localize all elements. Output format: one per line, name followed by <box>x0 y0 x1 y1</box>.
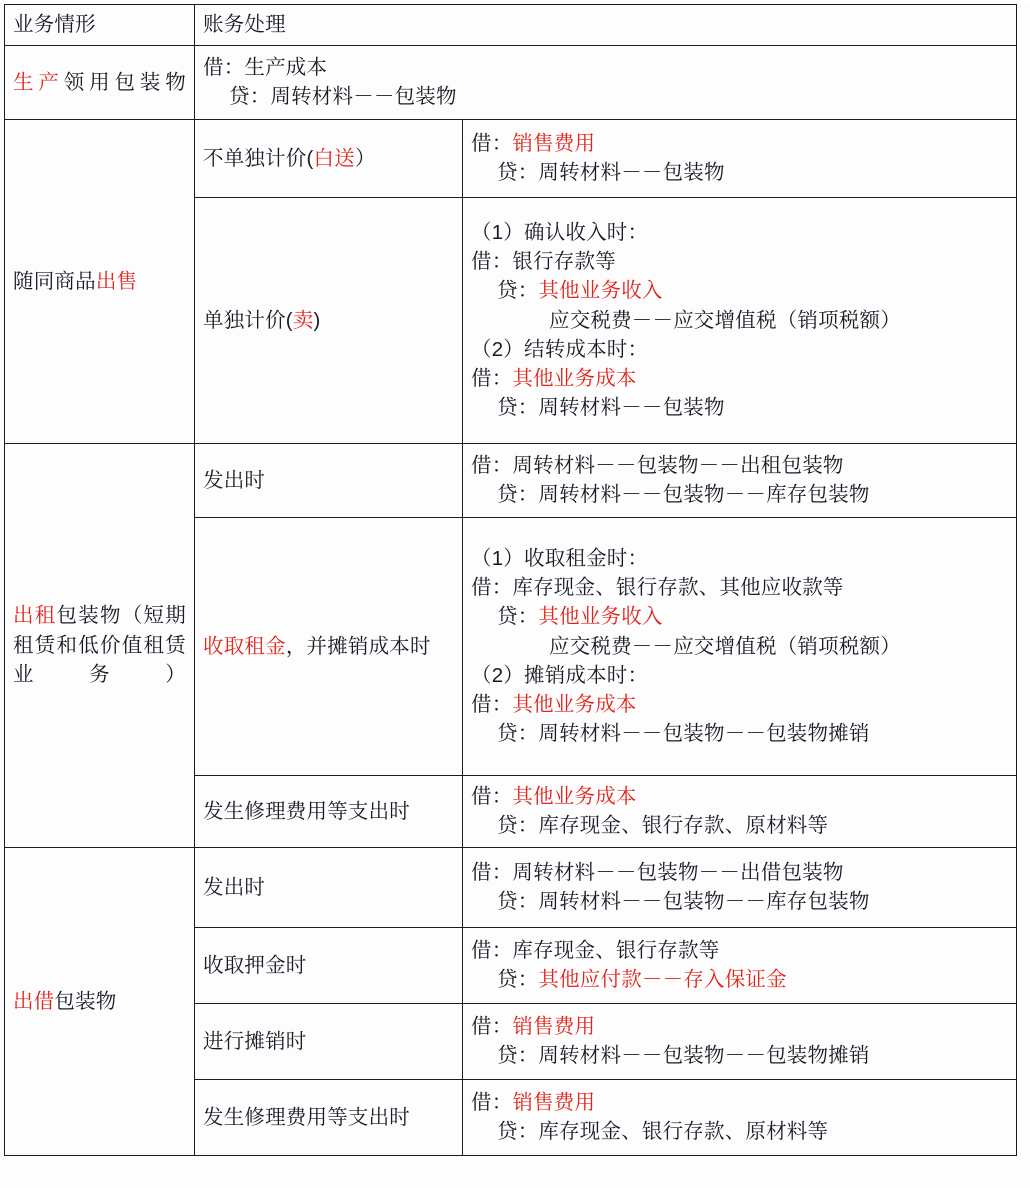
entry-lease-rent <box>463 518 1017 776</box>
entry-account: 其他业务成本 <box>512 785 637 808</box>
entry-line: 借：生产成本 <box>203 56 328 79</box>
entry-line: 贷：周转材料－－包装物 <box>229 85 457 109</box>
entry-lease-repair <box>463 776 1017 848</box>
condition-lease-issue: 发出时 <box>195 444 463 518</box>
entry-line: 贷：库存现金、银行存款、原材料等 <box>497 814 829 838</box>
entry-account: 其他业务成本 <box>512 366 637 390</box>
scenario-sale-keyword: 出售 <box>95 269 138 293</box>
condition-keyword: 白送 <box>313 146 355 170</box>
condition-tail: ) <box>313 308 321 332</box>
entry-prefix: 借： <box>471 132 513 155</box>
table-row-production <box>5 46 1017 120</box>
entry-lend-repair <box>463 1080 1017 1156</box>
entry-prefix: 借： <box>471 1015 513 1038</box>
scenario-lend-keyword: 出借 <box>13 989 55 1013</box>
entry-line <box>471 364 1008 393</box>
scenario-production-rest: 领用包装物 <box>63 70 186 94</box>
entry-line <box>471 690 1008 719</box>
table-row-sale-free <box>5 120 1017 198</box>
entry-line: 借：周转材料－－包装物－－出借包装物 <box>471 861 844 884</box>
entry-account: 销售费用 <box>512 1015 596 1038</box>
condition-lend-deposit: 收取押金时 <box>195 928 463 1004</box>
scenario-production <box>5 46 195 120</box>
accounting-treatment-table <box>4 4 1017 1156</box>
condition-keyword: 卖 <box>292 308 314 332</box>
entry-lend-issue <box>463 848 1017 928</box>
entry-account: 其他应付款－－存入保证金 <box>538 968 787 992</box>
entry-line <box>471 965 1008 994</box>
condition-lend-amortize: 进行摊销时 <box>195 1004 463 1080</box>
condition-keyword: 收取租金 <box>203 634 286 658</box>
header-cell-scenario: 业务情形 <box>5 5 195 46</box>
condition-text: 单独计价( <box>203 308 293 332</box>
scenario-sale-prefix: 随同商品 <box>13 269 96 293</box>
entry-line: 贷：周转材料－－包装物 <box>497 161 725 185</box>
entry-line <box>471 1088 1008 1117</box>
entry-prefix: 借： <box>471 692 513 716</box>
entry-sale-free <box>463 120 1017 198</box>
condition-tail: ） <box>354 146 376 170</box>
condition-lease-repair: 发生修理费用等支出时 <box>195 776 463 848</box>
condition-lease-rent <box>195 518 463 776</box>
entry-line: 贷：周转材料－－包装物－－库存包装物 <box>497 890 870 914</box>
entry-line: 应交税费－－应交增值税（销项税额） <box>549 308 901 332</box>
entry-account: 销售费用 <box>512 1091 596 1114</box>
entry-line <box>471 276 1008 305</box>
entry-lease-issue <box>463 444 1017 518</box>
entry-sale-priced <box>463 198 1017 444</box>
entry-line: 贷：库存现金、银行存款、原材料等 <box>497 1120 829 1144</box>
entry-production <box>195 46 1017 120</box>
entry-lend-deposit <box>463 928 1017 1004</box>
table-header-row <box>5 5 1017 46</box>
entry-line: （2）结转成本时： <box>471 337 649 361</box>
entry-prefix: 借： <box>471 785 513 808</box>
table-row-lend-issue <box>5 848 1017 928</box>
entry-account: 销售费用 <box>512 132 596 155</box>
entry-line <box>471 1012 1008 1041</box>
entry-line: 贷：周转材料－－包装物 <box>497 395 725 419</box>
condition-sale-priced <box>195 198 463 444</box>
entry-line: 贷：周转材料－－包装物－－包装物摊销 <box>497 1044 870 1068</box>
condition-text: ，并摊销成本时 <box>285 634 431 658</box>
entry-prefix: 借： <box>471 366 513 390</box>
scenario-lease-keyword: 出租 <box>13 604 57 628</box>
condition-lend-issue: 发出时 <box>195 848 463 928</box>
entry-line: 借：银行存款等 <box>471 250 616 274</box>
entry-prefix: 贷： <box>497 968 539 992</box>
condition-text: 不单独计价( <box>203 146 314 170</box>
entry-line: 借：库存现金、银行存款等 <box>471 939 720 962</box>
entry-lend-amortize <box>463 1004 1017 1080</box>
entry-line: （2）摊销成本时： <box>471 663 649 687</box>
entry-prefix: 贷： <box>497 279 539 303</box>
scenario-production-keyword: 生产 <box>13 70 64 94</box>
entry-line: 借：库存现金、银行存款、其他应收款等 <box>471 576 844 600</box>
condition-lend-repair: 发生修理费用等支出时 <box>195 1080 463 1156</box>
condition-sale-free <box>195 120 463 198</box>
entry-line: 借：周转材料－－包装物－－出租包装物 <box>471 454 844 477</box>
scenario-lend <box>5 848 195 1156</box>
scenario-lend-rest: 包装物 <box>54 989 117 1013</box>
entry-line: 贷：周转材料－－包装物－－包装物摊销 <box>497 721 870 745</box>
scenario-lease <box>5 444 195 848</box>
scenario-sale <box>5 120 195 444</box>
entry-line <box>471 129 1008 158</box>
entry-prefix: 借： <box>471 1091 513 1114</box>
entry-line: （1）确认收入时： <box>471 221 649 245</box>
entry-line: 应交税费－－应交增值税（销项税额） <box>549 634 901 658</box>
entry-account: 其他业务收入 <box>538 605 663 629</box>
entry-account: 其他业务成本 <box>512 692 637 716</box>
entry-prefix: 贷： <box>497 605 539 629</box>
header-cell-treatment: 账务处理 <box>195 5 1017 46</box>
scenario-lease-rest: 包装物（短期租赁和低价值租赁业务） <box>13 604 186 686</box>
document-page <box>0 4 1030 1188</box>
entry-line <box>471 782 1008 811</box>
entry-line: 贷：周转材料－－包装物－－库存包装物 <box>497 483 870 507</box>
entry-line <box>471 602 1008 631</box>
entry-line: （1）收取租金时： <box>471 547 649 571</box>
table-row-lease-issue <box>5 444 1017 518</box>
entry-account: 其他业务收入 <box>538 279 663 303</box>
